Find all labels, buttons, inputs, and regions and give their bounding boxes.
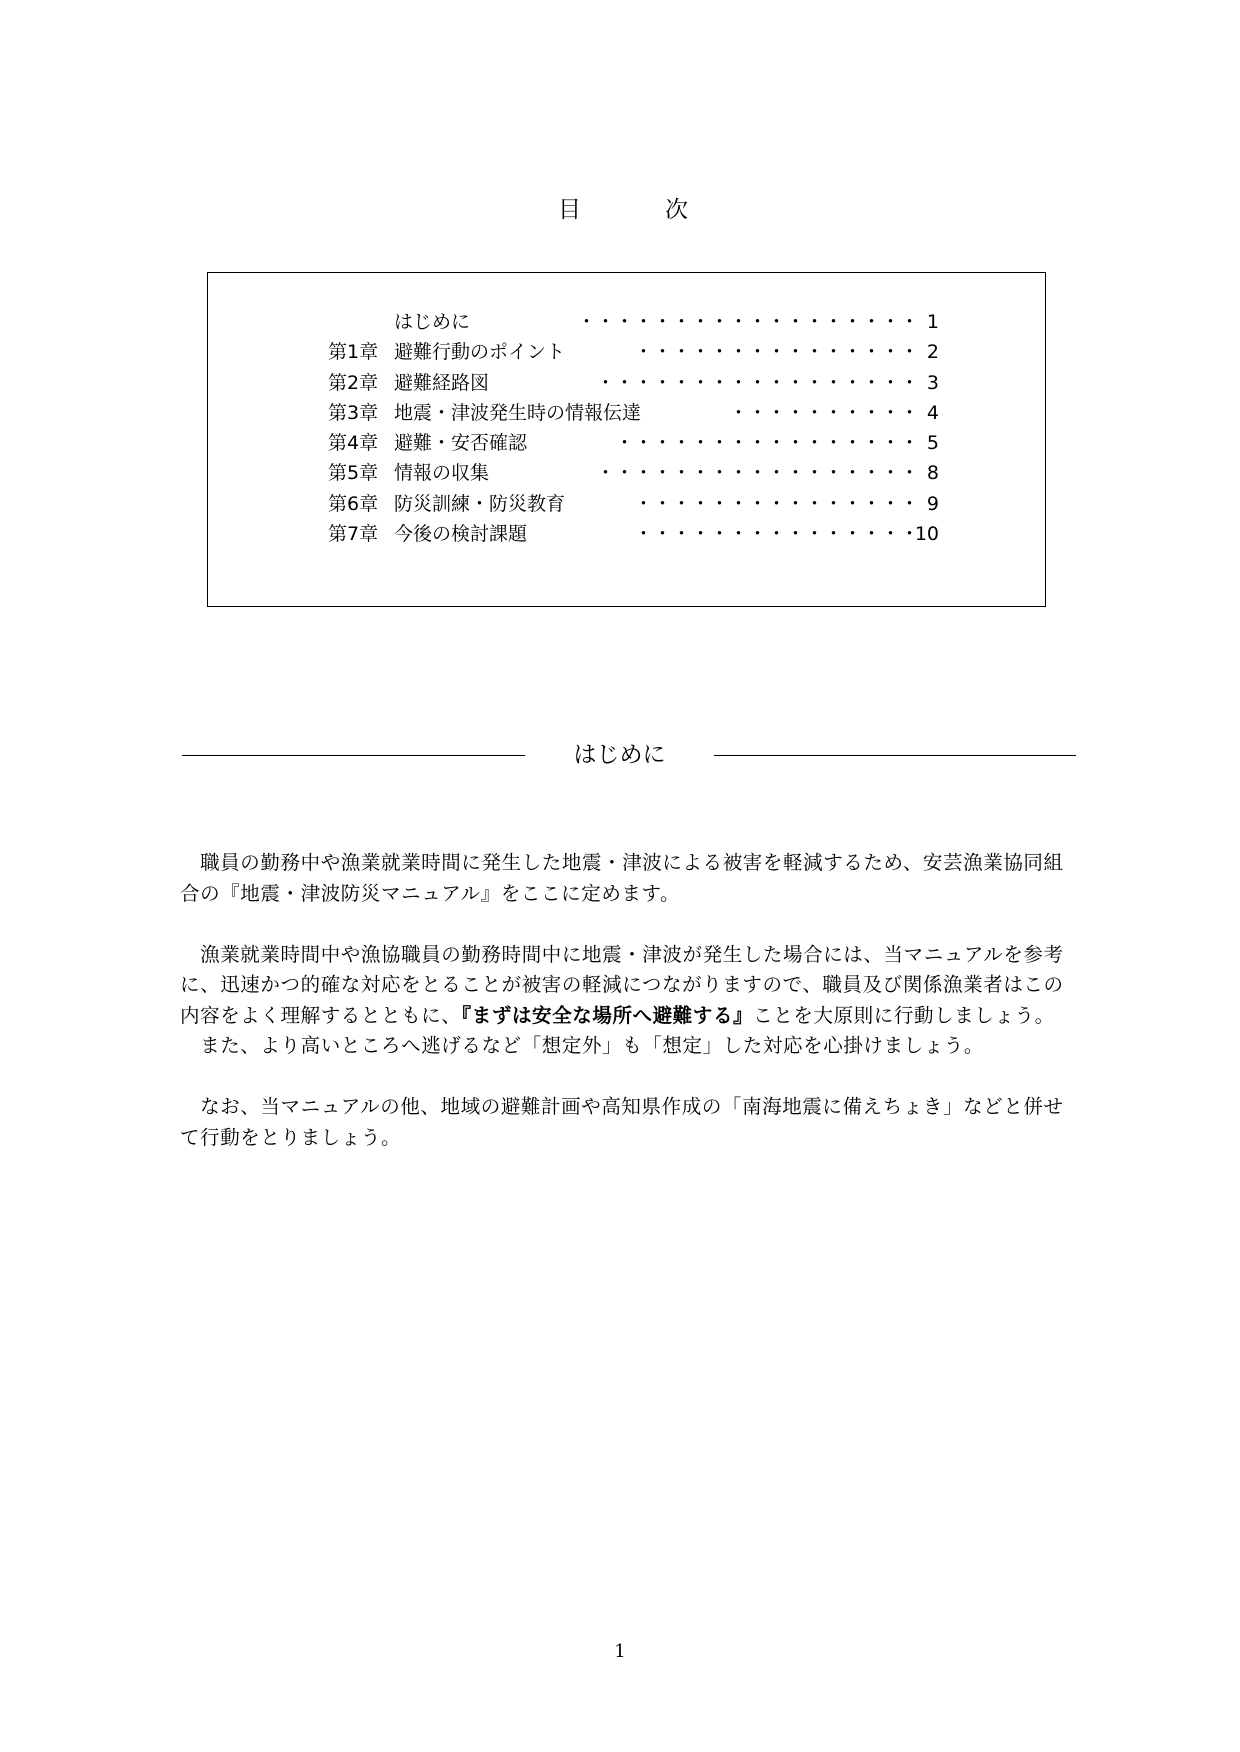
toc-entry-label: 避難・安否確認 [394, 432, 528, 455]
intro-paragraph-1-text: 職員の勤務中や漁業就業時間に発生した地震・津波による被害を軽減するため、安芸漁業協同組合の『地震・津波防災マニュアル』をここに定めます。 [180, 851, 1064, 905]
page-number: 1 [614, 1641, 626, 1662]
toc-entry-label: 防災訓練・防災教育 [394, 492, 566, 515]
intro-body [180, 848, 1064, 1184]
toc-page-number: 3 [926, 371, 939, 394]
toc-entry-label: 地震・津波発生時の情報伝達 [394, 401, 642, 424]
toc-leader-dots: ・・・・・・・・・・・・・・・ [633, 341, 919, 364]
toc-page-number: 5 [926, 432, 939, 455]
toc-leader-dots: ・・・・・・・・・・・・・・・ [633, 492, 919, 515]
toc-chapter-number: 第1章 [328, 341, 379, 364]
toc-entry-chapter-4[interactable] [208, 428, 1047, 458]
toc-title [558, 192, 688, 228]
toc-chapter-number: 第5章 [328, 462, 379, 485]
toc-page-number: 4 [926, 401, 939, 424]
toc-title-char-1: 目 [558, 197, 581, 223]
toc-page-number: 1 [926, 311, 939, 333]
toc-list [208, 307, 1047, 549]
toc-leader-dots: ・・・・・・・・・・ [728, 401, 919, 424]
intro-paragraph-2 [180, 940, 1064, 1032]
toc-entry-chapter-3[interactable] [208, 398, 1047, 428]
toc-chapter-number: 第4章 [328, 432, 379, 455]
intro-paragraph-2-text: 漁業就業時間中や漁協職員の勤務時間中に地震・津波が発生した場合には、当マニュアルを参考に、迅速かつ的確な対応をとることが被害の軽減につながりますので、職員及び関係漁業者はこの内容をよく理解するとともに、 [180, 942, 1064, 1027]
toc-entry-chapter-7[interactable] [208, 519, 1047, 549]
intro-paragraph-2-emphasis: 『まずは安全な場所へ避難する』 [461, 1003, 754, 1027]
intro-paragraph-2-tail: ことを大原則に行動しましょう。 [753, 1003, 1055, 1027]
toc-entry-label: 避難経路図 [394, 371, 490, 394]
toc-entry-label: 情報の収集 [394, 462, 490, 485]
toc-leader-dots: ・・・・・・・・・・・・・・・・・ [595, 462, 919, 485]
toc-chapter-number: 第2章 [328, 371, 379, 394]
toc-leader-dots: ・・・・・・・・・・・・・・・・・ [595, 371, 919, 394]
toc-page-number: 9 [926, 492, 939, 515]
toc-entry-chapter-2[interactable] [208, 368, 1047, 398]
toc-page-number: 8 [926, 462, 939, 485]
intro-heading-rule-right [714, 755, 1076, 756]
toc-entry-label: 今後の検討課題 [394, 523, 528, 546]
intro-heading: はじめに [573, 742, 666, 768]
toc-entry-chapter-5[interactable] [208, 458, 1047, 488]
toc-entry-chapter-6[interactable] [208, 489, 1047, 519]
toc-leader-dots: ・・・・・・・・・・・・・・・ [633, 523, 919, 546]
toc-box [207, 272, 1046, 607]
toc-entry-chapter-1[interactable] [208, 337, 1047, 367]
intro-heading-rule-left [182, 755, 525, 756]
intro-paragraph-1 [180, 848, 1064, 909]
intro-paragraph-4 [180, 1092, 1064, 1153]
intro-paragraph-3 [180, 1031, 1064, 1062]
toc-entry-label: 避難行動のポイント [394, 341, 566, 364]
intro-paragraph-4-text: なお、当マニュアルの他、地域の避難計画や高知県作成の「南海地震に備えちょき」などと併せて行動をとりましょう。 [180, 1095, 1064, 1149]
toc-leader-dots: ・・・・・・・・・・・・・・・・ [614, 432, 919, 455]
toc-leader-dots: ・・・・・・・・・・・・・・・・・・ [576, 311, 919, 333]
toc-page-number: 2 [926, 341, 939, 364]
toc-chapter-number: 第6章 [328, 492, 379, 515]
toc-chapter-number: 第7章 [328, 523, 379, 546]
toc-entry-introduction[interactable] [208, 307, 1047, 337]
toc-entry-label: はじめに [394, 311, 471, 333]
intro-paragraph-3-text: また、より高いところへ逃げるなど「想定外」も「想定」した対応を心掛けましょう。 [200, 1034, 985, 1057]
toc-page-number: 10 [914, 523, 939, 546]
toc-title-char-2: 次 [665, 197, 688, 223]
toc-chapter-number: 第3章 [328, 401, 379, 424]
